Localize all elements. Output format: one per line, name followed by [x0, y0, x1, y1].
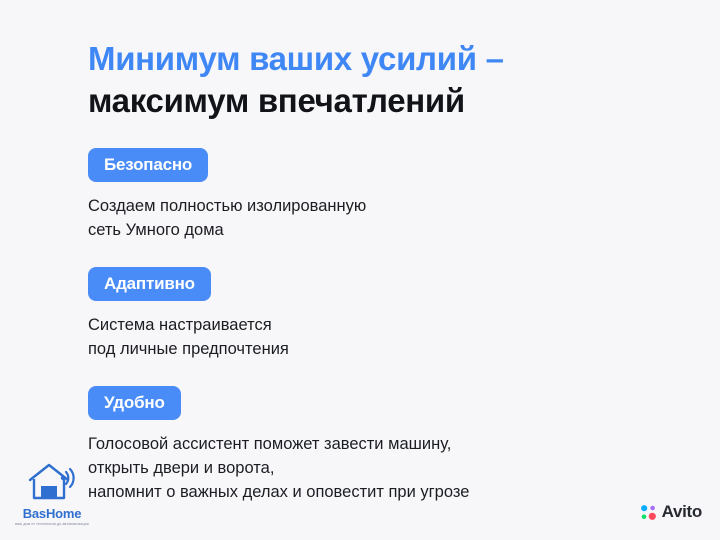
feature-description-2 — [88, 314, 680, 362]
slide-content — [88, 38, 680, 529]
feature-block-3 — [88, 386, 680, 505]
feature-description-1 — [88, 195, 680, 243]
feature-block-2 — [88, 267, 680, 362]
house-wifi-icon — [22, 458, 82, 504]
feature-2-line-1: Система настраивается — [88, 316, 272, 335]
brand-logo — [14, 458, 90, 526]
feature-1-line-1: Создаем полностью изолированную — [88, 197, 367, 216]
page-title-line-1: Минимум ваших усилий – — [88, 40, 504, 77]
avito-dots-icon — [640, 504, 657, 521]
page-title — [88, 38, 680, 122]
feature-3-line-1: Голосовой ассистент поможет завести машину, — [88, 435, 452, 454]
feature-block-1 — [88, 148, 680, 243]
feature-1-line-2: сеть Умного дома — [88, 221, 224, 240]
status-badge-convenient: Удобно — [88, 386, 181, 420]
feature-2-line-2: под личные предпочтения — [88, 340, 289, 359]
brand-tagline: ваш дом от технологии до автоматизации — [15, 522, 89, 526]
avito-watermark — [640, 502, 702, 522]
status-badge-safe: Безопасно — [88, 148, 208, 182]
feature-description-3 — [88, 433, 680, 505]
feature-3-line-2: открыть двери и ворота, — [88, 459, 275, 478]
status-badge-adaptive: Адаптивно — [88, 267, 211, 301]
brand-name: BasHome — [22, 506, 82, 521]
feature-3-line-3: напомнит о важных делах и оповестит при угрозе — [88, 483, 470, 501]
avito-wordmark: Avito — [661, 502, 702, 521]
page-title-line-2: максимум впечатлений — [88, 82, 465, 120]
